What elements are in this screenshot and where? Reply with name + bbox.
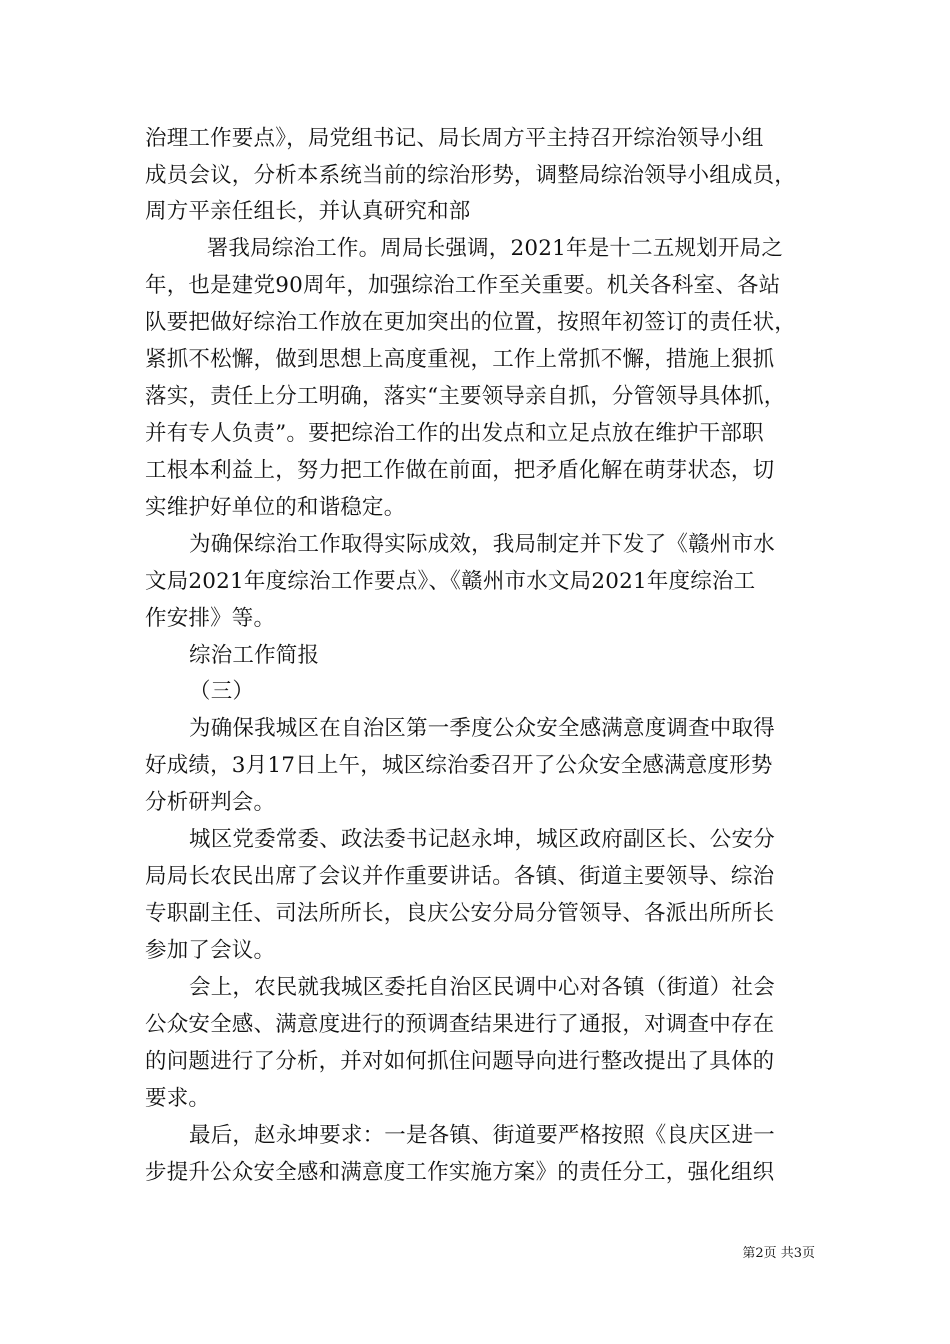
text-line: 落实，责任上分工明确，落实“主要领导亲自抓，分管领导具体抓， <box>145 384 786 409</box>
text-line: 专职副主任、司法所所长，良庆公安分局分管领导、各派出所所长 <box>145 901 775 926</box>
section-number: （三） <box>189 679 255 704</box>
text-line: 实维护好单位的和谐稳定。 <box>145 495 406 520</box>
text-line: 治理工作要点》，局党组书记、局长周方平主持召开综治领导小组 <box>145 126 764 151</box>
text-line: 要求。 <box>145 1086 211 1111</box>
text-line: 分析研判会。 <box>145 790 276 815</box>
text-line: 会上，农民就我城区委托自治区民调中心对各镇（街道）社会 <box>189 975 775 1000</box>
text-line: 城区党委常委、政法委书记赵永坤，城区政府副区长、公安分 <box>189 827 775 852</box>
text-line: 为确保我城区在自治区第一季度公众安全感满意度调查中取得 <box>189 716 775 741</box>
text-line: 局局长农民出席了会议并作重要讲话。各镇、街道主要领导、综治 <box>145 864 775 889</box>
section-title: 综治工作简报 <box>189 643 320 668</box>
text-line: 工根本利益上，努力把工作做在前面，把矛盾化解在萌芽状态，切 <box>145 458 775 483</box>
text-line: 署我局综治工作。周局长强调，2021年是十二五规划开局之 <box>185 236 784 261</box>
text-line: 作安排》等。 <box>145 606 276 631</box>
text-line: 文局2021年度综治工作要点》、《赣州市水文局2021年度综治工 <box>145 569 756 594</box>
text-line: 为确保综治工作取得实际成效，我局制定并下发了《赣州市水 <box>189 532 775 557</box>
text-line: 步提升公众安全感和满意度工作实施方案》的责任分工，强化组织 <box>145 1160 775 1185</box>
text-line: 公众安全感、满意度进行的预调查结果进行了通报，对调查中存在 <box>145 1012 775 1037</box>
text-line: 队要把做好综治工作放在更加突出的位置，按照年初签订的责任状， <box>145 310 797 335</box>
text-line: 成员会议，分析本系统当前的综治形势，调整局综治领导小组成员， <box>145 163 797 188</box>
text-line: 好成绩，3月17日上午，城区综治委召开了公众安全感满意度形势 <box>145 753 773 778</box>
page-number: 第2页 共3页 <box>742 1246 815 1261</box>
text-line: 参加了会议。 <box>145 938 276 963</box>
text-line: 的问题进行了分析，并对如何抓住问题导向进行整改提出了具体的 <box>145 1049 775 1074</box>
text-line: 并有专人负责”。要把综治工作的出发点和立足点放在维护干部职 <box>145 421 764 446</box>
text-line: 年，也是建党90周年，加强综治工作至关重要。机关各科室、各站 <box>145 273 781 298</box>
text-line: 最后，赵永坤要求：一是各镇、街道要严格按照《良庆区进一 <box>189 1123 775 1148</box>
text-line: 紧抓不松懈，做到思想上高度重视，工作上常抓不懈，措施上狠抓 <box>145 347 775 372</box>
text-line: 周方平亲任组长，并认真研究和部 <box>145 199 471 224</box>
